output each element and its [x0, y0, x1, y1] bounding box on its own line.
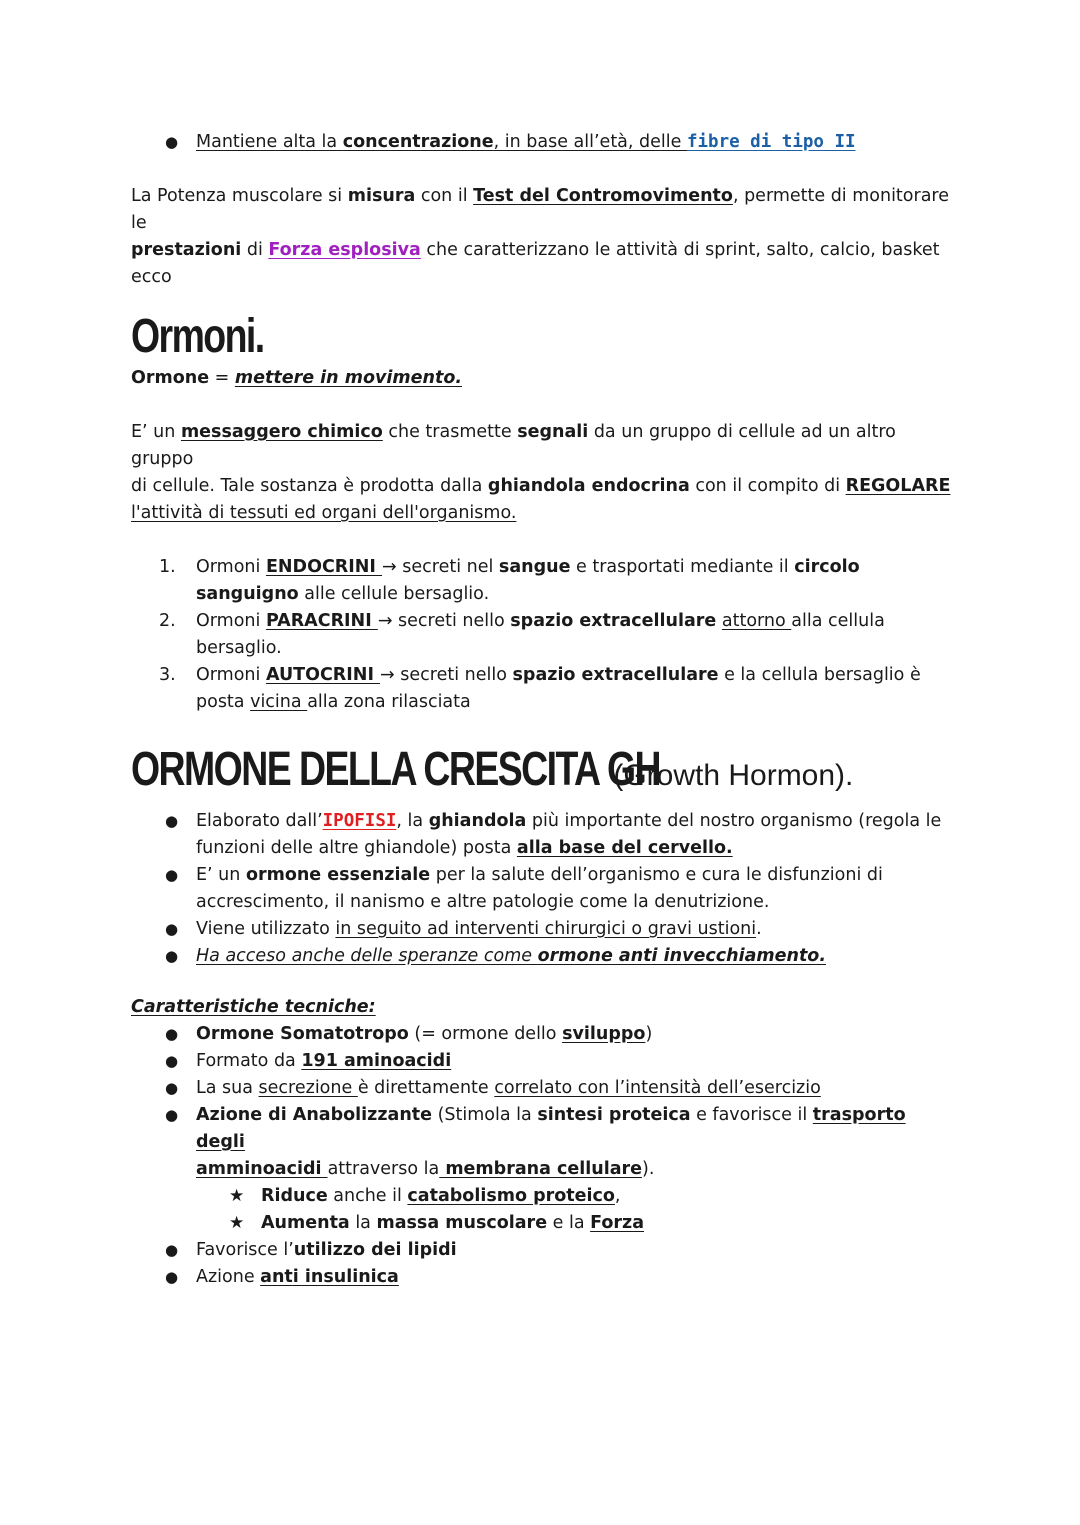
text: . — [756, 919, 762, 939]
star-icon: ★ — [229, 1186, 245, 1206]
text: e trasportati mediante il — [570, 557, 795, 577]
text: con il compito di — [689, 476, 846, 496]
text: per la salute dell’organismo e cura le disfunzioni di — [430, 865, 883, 885]
text: più importante del nostro organismo (regola le — [526, 811, 942, 831]
text: REGOLARE — [845, 476, 951, 496]
text: membrana cellulare — [439, 1159, 642, 1179]
text: Test del Contromovimento — [473, 186, 733, 206]
bullet-dot-icon: ● — [165, 947, 179, 965]
text: vicina — [250, 692, 308, 712]
text: Elaborato dall’ — [196, 811, 323, 831]
list-item — [131, 1021, 951, 1048]
bullet-dot-icon: ● — [165, 1052, 179, 1070]
bullet-dot-icon: ● — [165, 1241, 179, 1259]
text: alla base del cervello. — [516, 838, 733, 858]
text: anche il — [327, 1186, 408, 1206]
text: correlato con l’intensità dell’esercizio — [494, 1078, 821, 1098]
text: che caratterizzano le attività di sprint, salto, calcio, basket — [420, 240, 940, 260]
text: → secreti nel — [382, 557, 499, 577]
text: , permette di monitorare le — [131, 186, 949, 233]
text: Favorisce l’ — [196, 1240, 294, 1260]
text: e favorisce il — [690, 1105, 813, 1125]
text: Ormoni — [196, 665, 266, 685]
text: , la — [396, 811, 429, 831]
list-item — [131, 662, 951, 716]
link-forza-esplosiva[interactable]: Forza esplosiva — [268, 240, 421, 260]
list-number: 1. — [159, 557, 176, 577]
text: Forza — [590, 1213, 645, 1233]
text: trasporto degli — [196, 1105, 906, 1152]
list-item — [131, 1048, 951, 1075]
list-item — [131, 608, 951, 662]
heading-gh — [131, 744, 951, 802]
list-number: 3. — [159, 665, 176, 685]
text: sviluppo — [562, 1024, 646, 1044]
text: alla zona rilasciata — [307, 692, 471, 712]
list-item — [131, 554, 951, 608]
text: Ormoni — [196, 557, 266, 577]
text: posta — [196, 692, 251, 712]
text: ) — [645, 1024, 653, 1044]
text: anti insulinica — [260, 1267, 399, 1287]
text: Azione — [196, 1267, 261, 1287]
text: PARACRINI — [265, 611, 378, 631]
text: E’ un — [131, 422, 181, 442]
text: La sua — [196, 1078, 259, 1098]
text: ormone essenziale — [245, 865, 431, 885]
text: catabolismo proteico — [407, 1186, 615, 1206]
text: spazio extracellulare — [512, 665, 719, 685]
sub-list-item — [131, 1183, 951, 1210]
text: concentrazione — [342, 132, 494, 152]
bullet-dot-icon: ● — [165, 866, 179, 884]
text: utilizzo dei lipidi — [293, 1240, 457, 1260]
text: , in base all’età, delle — [493, 132, 687, 152]
text: → secreti nello — [377, 611, 511, 631]
text: prestazioni — [131, 240, 242, 260]
list-item — [131, 943, 951, 970]
text: da un gruppo di cellule ad un altro gruppo — [131, 422, 896, 469]
text: Riduce — [261, 1186, 328, 1206]
text: Ormone Somatotropo — [196, 1024, 409, 1044]
text: segnali — [517, 422, 589, 442]
text: sintesi proteica — [537, 1105, 691, 1125]
text: ecco — [131, 267, 172, 287]
text: massa muscolare — [376, 1213, 548, 1233]
text: ghiandola endocrina — [487, 476, 690, 496]
text: Mantiene alta la — [196, 132, 343, 152]
text: secrezione — [258, 1078, 358, 1098]
text: bersaglio. — [196, 638, 282, 658]
bullet-dot-icon: ● — [165, 133, 179, 151]
list-item — [131, 1075, 951, 1102]
text: con il — [415, 186, 474, 206]
bullet-dot-icon: ● — [165, 812, 179, 830]
text: sanguigno — [196, 584, 299, 604]
text: è direttamente — [357, 1078, 495, 1098]
text: alla cellula — [791, 611, 885, 631]
text: la — [349, 1213, 377, 1233]
text: misura — [347, 186, 416, 206]
bullet-dot-icon: ● — [165, 920, 179, 938]
text: di — [241, 240, 269, 260]
bullet-dot-icon: ● — [165, 1025, 179, 1043]
list-item — [131, 1102, 951, 1183]
list-item — [131, 808, 951, 862]
text: Azione di Anabolizzante — [196, 1105, 433, 1125]
text: La Potenza muscolare si — [131, 186, 348, 206]
sub-list-item — [131, 1210, 951, 1237]
gh-bullets — [131, 808, 951, 970]
text: , — [614, 1186, 621, 1206]
list-item — [131, 1237, 951, 1264]
text: E’ un — [196, 865, 246, 885]
text: = — [209, 368, 235, 388]
tech-title: Caratteristiche tecniche: — [131, 997, 376, 1017]
text: accrescimento, il nanismo e altre patologie come la denutrizione. — [196, 892, 770, 912]
ormone-definition — [131, 365, 951, 392]
text: spazio extracellulare — [510, 611, 717, 631]
text: circolo — [794, 557, 860, 577]
text: funzioni delle altre ghiandole) posta — [196, 838, 517, 858]
text: mettere in movimento. — [234, 368, 462, 388]
ormoni-types-list — [131, 554, 951, 716]
text: e la cellula bersaglio è — [718, 665, 921, 685]
text: attorno — [721, 611, 792, 631]
list-item — [131, 916, 951, 943]
text: Formato da — [196, 1051, 302, 1071]
text: che trasmette — [382, 422, 518, 442]
text: ormone anti invecchiamento. — [537, 946, 826, 966]
text: attraverso la — [327, 1159, 440, 1179]
heading-gh-title: ORMONE DELLA CRESCITA GH — [131, 743, 661, 796]
text: Ormoni — [196, 611, 266, 631]
text: (Stimola la — [432, 1105, 538, 1125]
text: di cellule. Tale sostanza è prodotta dalla — [131, 476, 488, 496]
paragraph-messaggero — [131, 419, 951, 527]
text: Ha acceso anche delle speranze come — [196, 946, 538, 966]
link-fibre[interactable]: fibre di tipo II — [686, 132, 856, 152]
heading-gh-subtitle: (Growth Hormon). — [605, 759, 854, 792]
text: ghiandola — [428, 811, 527, 831]
bullet-dot-icon: ● — [165, 1268, 179, 1286]
list-item — [131, 862, 951, 916]
tech-bullets — [131, 1021, 951, 1291]
bullet-dot-icon: ● — [165, 1106, 179, 1124]
text: amminoacidi — [196, 1159, 328, 1179]
text: messaggero chimico — [180, 422, 383, 442]
text: Viene utilizzato — [196, 919, 336, 939]
text: alle cellule bersaglio. — [298, 584, 490, 604]
text: e la — [547, 1213, 591, 1233]
text: in seguito ad interventi chirurgici o gravi ustioni — [335, 919, 757, 939]
text: sangue — [498, 557, 571, 577]
text: l'attività di tessuti ed organi dell'organismo. — [131, 503, 517, 523]
text: ENDOCRINI — [265, 557, 383, 577]
text: ). — [642, 1159, 655, 1179]
link-ipofisi[interactable]: IPOFISI — [322, 811, 397, 831]
bullet-dot-icon: ● — [165, 1079, 179, 1097]
star-icon: ★ — [229, 1213, 245, 1233]
document-page — [131, 126, 951, 1291]
heading-ormoni: Ormoni. — [131, 310, 264, 363]
list-item — [131, 1264, 951, 1291]
text: AUTOCRINI — [265, 665, 381, 685]
text: Ormone — [131, 368, 210, 388]
list-number: 2. — [159, 611, 176, 631]
text: (= ormone dello — [408, 1024, 563, 1044]
text: Aumenta — [261, 1213, 350, 1233]
paragraph-potenza — [131, 183, 951, 291]
text: 191 aminoacidi — [301, 1051, 452, 1071]
bullet-concentrazione — [131, 129, 951, 156]
text: → secreti nello — [380, 665, 513, 685]
